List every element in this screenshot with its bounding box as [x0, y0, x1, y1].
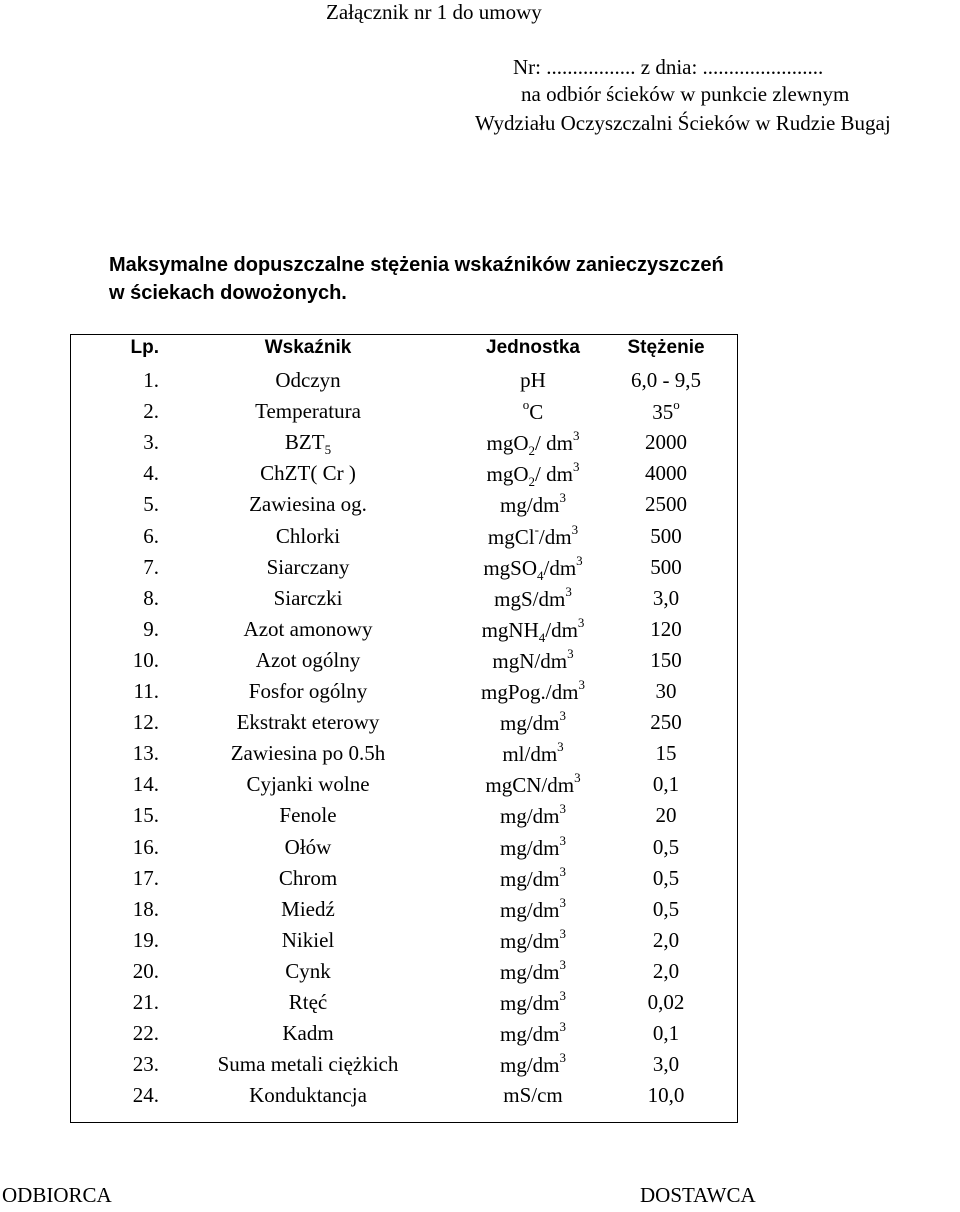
unit-base: mg/dm	[499, 866, 560, 891]
indicator-name	[183, 959, 433, 984]
unit-sup2: 3	[572, 428, 580, 444]
concentration-value	[601, 835, 731, 860]
indicator-name-text: Azot ogólny	[255, 647, 361, 672]
unit-sup2: 3	[577, 614, 585, 630]
unit-base: mgSO	[483, 555, 537, 580]
row-number: 20.	[132, 958, 159, 983]
indicator-name-text: Nikiel	[281, 927, 335, 952]
table-row	[71, 368, 737, 399]
row-number: 16.	[132, 834, 159, 859]
unit-tail: /dm	[543, 555, 577, 580]
indicator-name-text: Azot amonowy	[243, 616, 373, 641]
concentration-value	[601, 461, 731, 486]
indicator-name-text: Siarczany	[266, 554, 350, 579]
indicator-name	[183, 835, 433, 860]
unit-base: mg/dm	[499, 1022, 560, 1047]
table-header-row	[71, 337, 737, 368]
concentration-value-text: 15	[655, 741, 677, 766]
subject-line: na odbiór ścieków w punkcie zlewnym	[521, 82, 850, 106]
unit-sup: 3	[559, 863, 566, 879]
indicator-name-text: Chrom	[278, 865, 338, 890]
indicator-name-text: Cynk	[285, 958, 331, 983]
number-date-line: Nr: ................. z dnia: .......................	[513, 55, 824, 79]
unit-sup: o	[522, 397, 530, 413]
unit-base: ml/dm	[502, 742, 558, 767]
concentration-value-text: 6,0 - 9,5	[631, 368, 701, 392]
concentration-value	[601, 710, 731, 735]
row-number: 1.	[143, 368, 159, 392]
concentration-value-text: 0,5	[652, 896, 680, 921]
unit-sup: 3	[559, 925, 566, 941]
unit-tail: C	[529, 400, 544, 425]
concentration-value-text: 4000	[645, 461, 687, 486]
indicator-name-text: Rtęć	[288, 990, 328, 1014]
concentration-value	[601, 741, 731, 766]
unit-sup: 3	[559, 1050, 566, 1066]
indicator-name-text: Miedź	[281, 896, 335, 921]
concentration-value-superscript: o	[673, 397, 680, 413]
indicator-name	[183, 1083, 433, 1108]
concentration-value-text: 3,0	[652, 585, 680, 610]
indicator-name	[183, 928, 433, 953]
table-row	[71, 772, 737, 803]
unit-base: pH	[520, 368, 546, 392]
indicator-name-text: Temperatura	[255, 399, 361, 424]
row-number: 5.	[143, 492, 159, 517]
row-number: 8.	[143, 585, 159, 610]
unit-sup: 3	[578, 677, 585, 692]
unit-base: mgO	[486, 462, 529, 487]
unit-base: mgCl	[487, 524, 535, 549]
row-number: 21.	[132, 990, 159, 1014]
table-row	[71, 956, 737, 990]
indicator-name	[183, 772, 433, 797]
unit-base: mg/dm	[499, 804, 560, 829]
row-number: 15.	[132, 803, 159, 828]
supplier-signature-label: DOSTAWCA	[640, 1183, 756, 1207]
concentration-value	[601, 772, 731, 797]
unit-tail: / dm	[535, 431, 573, 456]
indicator-name-text: Suma metali ciężkich	[217, 1052, 399, 1077]
indicator-name-text: Ekstrakt eterowy	[236, 710, 380, 735]
concentration-value-text: 0,5	[652, 834, 680, 859]
unit-sup: 3	[559, 801, 566, 817]
table-row	[71, 645, 737, 679]
indicator-name	[183, 399, 433, 424]
concentration-value-text: 120	[650, 616, 682, 641]
concentration-value	[601, 1021, 731, 1046]
table-row	[71, 1083, 737, 1114]
concentration-value	[601, 368, 731, 393]
indicator-name-text: Siarczki	[273, 585, 343, 610]
row-number: 6.	[143, 523, 159, 548]
indicator-name-subscript: 5	[324, 442, 332, 458]
indicator-name	[183, 866, 433, 891]
concentration-value-text: 0,1	[652, 1021, 680, 1046]
unit-sup: 3	[559, 894, 566, 910]
unit-sup2: 3	[576, 552, 583, 568]
table-row	[71, 894, 737, 928]
column-header-unit: Jednostka	[486, 337, 580, 358]
unit-tail: / dm	[535, 462, 573, 487]
limits-table	[70, 334, 738, 1123]
concentration-value-text: 500	[650, 554, 682, 579]
row-number: 17.	[132, 865, 159, 890]
indicator-name	[183, 803, 433, 828]
concentration-value-text: 0,02	[647, 990, 685, 1014]
concentration-value-text: 150	[650, 647, 682, 672]
row-number: 4.	[143, 461, 159, 486]
indicator-name-text: Fosfor ogólny	[248, 679, 368, 703]
concentration-value-text: 250	[650, 710, 682, 735]
row-number: 19.	[132, 927, 159, 952]
unit-sup: -	[534, 521, 539, 537]
table-row	[71, 461, 737, 492]
column-header-lp: Lp.	[130, 337, 159, 358]
indicator-name-text: ChZT( Cr )	[260, 461, 356, 486]
unit-tail: /dm	[538, 524, 572, 549]
row-number: 14.	[132, 772, 159, 797]
row-number: 18.	[132, 896, 159, 921]
table-row	[71, 741, 737, 772]
unit-sub: 4	[537, 567, 544, 583]
unit-sub: 4	[538, 629, 546, 645]
indicator-name	[183, 1052, 433, 1077]
unit-sub: 2	[528, 474, 536, 490]
unit-sup2: 3	[571, 521, 579, 537]
row-number: 9.	[143, 616, 159, 641]
concentration-value-text: 2,0	[652, 927, 680, 952]
indicator-name	[183, 679, 433, 704]
unit-sup: 3	[565, 583, 572, 599]
unit-base: mgS/dm	[494, 586, 566, 611]
concentration-value	[601, 928, 731, 953]
table-row	[71, 552, 737, 586]
unit-base: mg/dm	[499, 928, 560, 953]
annex-title: Załącznik nr 1 do umowy	[326, 0, 542, 24]
indicator-name-text: BZT	[284, 430, 325, 455]
concentration-value	[601, 399, 731, 425]
concentration-value-text: 2,0	[652, 958, 680, 983]
unit-sup: 3	[559, 1019, 566, 1035]
indicator-name-text: Odczyn	[275, 368, 341, 392]
indicator-name	[183, 617, 433, 642]
indicator-name	[183, 741, 433, 766]
concentration-value-text: 35	[652, 400, 674, 425]
unit-base: mg/dm	[499, 1053, 560, 1078]
concentration-value	[601, 492, 731, 517]
unit-sub: 2	[528, 443, 536, 459]
row-number: 22.	[132, 1021, 159, 1046]
unit-sup2: 3	[572, 459, 580, 475]
column-header-concentration: Stężenie	[627, 337, 705, 358]
table-row	[71, 399, 737, 430]
concentration-value	[601, 679, 731, 704]
concentration-value	[601, 430, 731, 455]
concentration-value	[601, 1052, 731, 1077]
unit-sup: 3	[559, 956, 566, 972]
concentration-value	[601, 990, 731, 1015]
concentration-value-text: 2000	[645, 430, 687, 455]
indicator-name-text: Konduktancja	[249, 1083, 367, 1108]
indicator-name-text: Fenole	[279, 803, 337, 828]
unit-sup: 3	[557, 739, 564, 755]
indicator-name	[183, 586, 433, 611]
table-row	[71, 583, 737, 617]
concentration-value	[601, 524, 731, 549]
table-row	[71, 492, 737, 523]
concentration-value	[601, 648, 731, 673]
concentration-value-text: 3,0	[652, 1052, 680, 1077]
concentration-value	[601, 897, 731, 922]
unit-sup: 3	[559, 988, 566, 1003]
row-number: 23.	[132, 1052, 159, 1077]
row-number: 13.	[132, 741, 159, 766]
row-number: 24.	[132, 1083, 159, 1108]
indicator-name	[183, 430, 433, 458]
table-row	[71, 430, 737, 461]
indicator-name	[183, 897, 433, 922]
section-heading-cont: w ściekach dowożonych.	[109, 282, 347, 304]
unit-sup: 3	[559, 490, 566, 506]
department-line: Wydziału Oczyszczalni Ścieków w Rudzie Bugaj	[475, 111, 891, 135]
concentration-value	[601, 866, 731, 891]
unit-sup: 3	[559, 832, 566, 848]
row-number: 10.	[132, 647, 159, 672]
table-row	[71, 925, 737, 959]
row-number: 2.	[143, 399, 159, 424]
indicator-name	[183, 710, 433, 735]
concentration-value	[601, 803, 731, 828]
concentration-value-text: 20	[655, 803, 677, 828]
table-row	[71, 521, 737, 555]
indicator-name	[183, 461, 433, 486]
indicator-name-text: Ołów	[284, 834, 332, 859]
unit-base: mg/dm	[499, 711, 560, 736]
concentration-value	[601, 617, 731, 642]
unit-sup: 3	[559, 708, 566, 724]
section-heading: Maksymalne dopuszczalne stężenia wskaźników zanieczyszczeń	[109, 254, 724, 276]
indicator-name	[183, 1021, 433, 1046]
table-row	[71, 1021, 737, 1052]
unit-base: mg/dm	[499, 959, 560, 984]
row-number: 3.	[143, 430, 159, 455]
concentration-value-text: 0,1	[652, 772, 680, 797]
indicator-name	[183, 555, 433, 580]
table-row	[71, 614, 737, 648]
row-number: 7.	[143, 554, 159, 579]
row-number: 12.	[132, 710, 159, 735]
indicator-name	[183, 648, 433, 673]
unit-base: mg/dm	[499, 897, 560, 922]
column-header-indicator: Wskaźnik	[264, 337, 352, 358]
indicator-name-text: Zawiesina og.	[249, 492, 367, 517]
indicator-name-text: Kadm	[282, 1021, 334, 1046]
indicator-name-text: Zawiesina po 0.5h	[230, 741, 386, 766]
concentration-value	[601, 1083, 731, 1108]
concentration-value	[601, 586, 731, 611]
unit-sup: 3	[567, 645, 574, 661]
recipient-signature-label: ODBIORCA	[2, 1183, 112, 1207]
concentration-value-text: 30	[655, 679, 677, 703]
table-row	[71, 832, 737, 866]
unit-base: mg/dm	[499, 835, 560, 860]
indicator-name	[183, 368, 433, 393]
concentration-value-text: 500	[650, 523, 682, 548]
concentration-value-text: 0,5	[652, 865, 680, 890]
unit-base: mgCN/dm	[485, 773, 575, 798]
concentration-value-text: 10,0	[647, 1083, 685, 1108]
table-row	[71, 863, 737, 897]
unit-sup: 3	[574, 770, 581, 786]
row-number: 11.	[133, 679, 159, 703]
table-row	[71, 803, 737, 834]
table-row	[71, 679, 737, 710]
unit-base: mgPog./dm	[481, 680, 579, 704]
indicator-name	[183, 990, 433, 1015]
table-row	[71, 990, 737, 1021]
table-row	[71, 1052, 737, 1083]
concentration-value	[601, 959, 731, 984]
unit-base: mg/dm	[499, 991, 560, 1015]
indicator-name	[183, 524, 433, 549]
indicator-name-text: Chlorki	[275, 523, 341, 548]
indicator-name-text: Cyjanki wolne	[246, 772, 370, 797]
indicator-name	[183, 492, 433, 517]
table-row	[71, 710, 737, 741]
unit-base: mgNH	[481, 617, 539, 642]
unit-base: mgN/dm	[492, 648, 568, 673]
unit-base: mgO	[486, 431, 529, 456]
unit-base: mS/cm	[503, 1083, 563, 1108]
unit-tail: /dm	[545, 617, 578, 642]
concentration-value-text: 2500	[645, 492, 687, 517]
unit-base: mg/dm	[499, 493, 560, 518]
concentration-value	[601, 555, 731, 580]
